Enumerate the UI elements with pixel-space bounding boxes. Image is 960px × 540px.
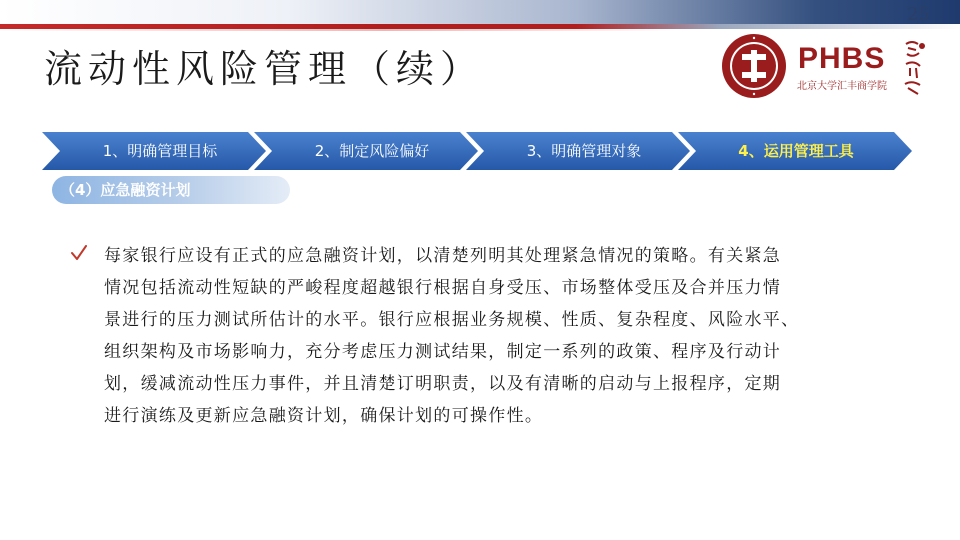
phbs-school-name: 北京大学汇丰商学院 <box>797 81 887 92</box>
body-line: 每家银行应设有正式的应急融资计划，以清楚列明其处理紧急情况的策略。有关紧急 <box>104 246 782 266</box>
step-1-label: 1、明确管理目标 <box>102 142 218 160</box>
slide-title: 流动性风险管理（续） <box>44 47 485 91</box>
body-line: 进行演练及更新应急融资计划，确保计划的可操作性。 <box>104 406 544 426</box>
body-line: 情况包括流动性短缺的严峻程度超越银行根据自身受压、市场整体受压及合并压力情 <box>104 278 782 298</box>
step-4-label: 4、运用管理工具 <box>738 142 854 160</box>
subheading-text: （4）应急融资计划 <box>60 181 191 199</box>
process-steps <box>42 132 912 170</box>
body-paragraph <box>104 240 916 432</box>
phbs-wordmark: PHBS <box>798 42 886 75</box>
body-line: 划，缓减流动性压力事件，并且清楚订明职责，以及有清晰的启动与上报程序，定期 <box>104 374 782 394</box>
body-line: 景进行的压力测试所估计的水平。银行应根据业务规模、性质、复杂程度、风险水平、 <box>104 310 800 330</box>
step-3-label: 3、明确管理对象 <box>526 142 642 160</box>
body-line: 组织架构及市场影响力，充分考虑压力测试结果，制定一系列的政策、程序及行动计 <box>104 342 782 362</box>
phbs-logo <box>720 32 945 100</box>
peking-university-emblem-icon <box>720 32 788 100</box>
calligraphy-seal-icon <box>898 38 928 98</box>
step-2-label: 2、制定风险偏好 <box>314 142 430 160</box>
checkmark-icon <box>70 244 88 262</box>
header-accent-line <box>0 29 960 31</box>
page-number: 25 <box>907 4 930 25</box>
header-gradient-band <box>0 0 960 24</box>
section-subheading <box>52 176 290 204</box>
